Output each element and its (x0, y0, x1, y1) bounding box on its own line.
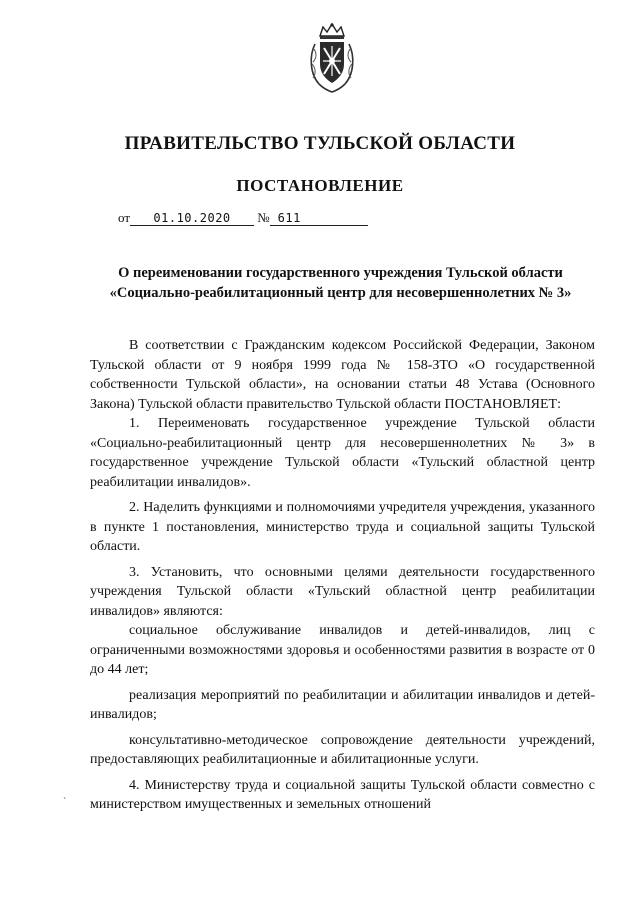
item-1-paragraph: 1. Переименовать государственное учреждение Тульской области «Социально-реабилитационный центр для несовершеннолетних № 3» в государственное учреждение Тульской области «Тульский областной центр реабилитации инвалидов». (90, 416, 595, 490)
item-3-paragraph: 3. Установить, что основными целями деятельности государственного учреждения Тульской области «Тульский областной центр реабилитации инвалидов» являются: (90, 564, 595, 619)
item-2-paragraph: 2. Наделить функциями и полномочиями учредителя учреждения, указанного в пункте 1 постановления, министерство труда и социальной защиты Тульской области. (90, 500, 595, 554)
document-type: ПОСТАНОВЛЕНИЕ (236, 176, 404, 195)
date-prefix: от (118, 210, 131, 225)
document-number: 611 (270, 211, 368, 226)
coat-of-arms-icon (307, 22, 357, 94)
number-prefix: № (257, 210, 270, 225)
item-3-goal-c: консультативно-методическое сопровождение деятельности учреждений, предоставляющих реабилитационные и абилитационные услуги. (90, 732, 595, 767)
document-subject (88, 263, 593, 303)
document-date: 01.10.2020 (130, 211, 254, 226)
document-body (90, 336, 595, 815)
government-title: ПРАВИТЕЛЬСТВО ТУЛЬСКОЙ ОБЛАСТИ (124, 133, 516, 154)
item-3-goal-a: социальное обслуживание инвалидов и детей-инвалидов, лиц с ограниченными возможностями здоровья и особенностями развития в возрасте от 0 до 44 лет; (90, 623, 595, 677)
item-3-goal-b: реализация мероприятий по реабилитации и абилитации инвалидов и детей-инвалидов; (90, 687, 595, 722)
preamble-paragraph: В соответствии с Гражданским кодексом Российской Федерации, Законом Тульской области от 9 ноября 1999 года № 158-ЗТО «О государственной собственности Тульской области», на основании статьи 48 Устава (Основного Закона) Тульской области правительство Тульской области ПОСТАНОВЛЯЕТ: (90, 338, 595, 412)
subject-line-1: О переименовании государственного учреждения Тульской области (118, 265, 563, 281)
item-4-paragraph: 4. Министерству труда и социальной защиты Тульской области совместно с министерством имущественных и земельных отношений (90, 777, 595, 812)
date-number-line (118, 210, 368, 226)
scan-mark: ˋ (63, 797, 67, 808)
subject-line-2: «Социально-реабилитационный центр для несовершеннолетних № 3» (109, 285, 572, 301)
